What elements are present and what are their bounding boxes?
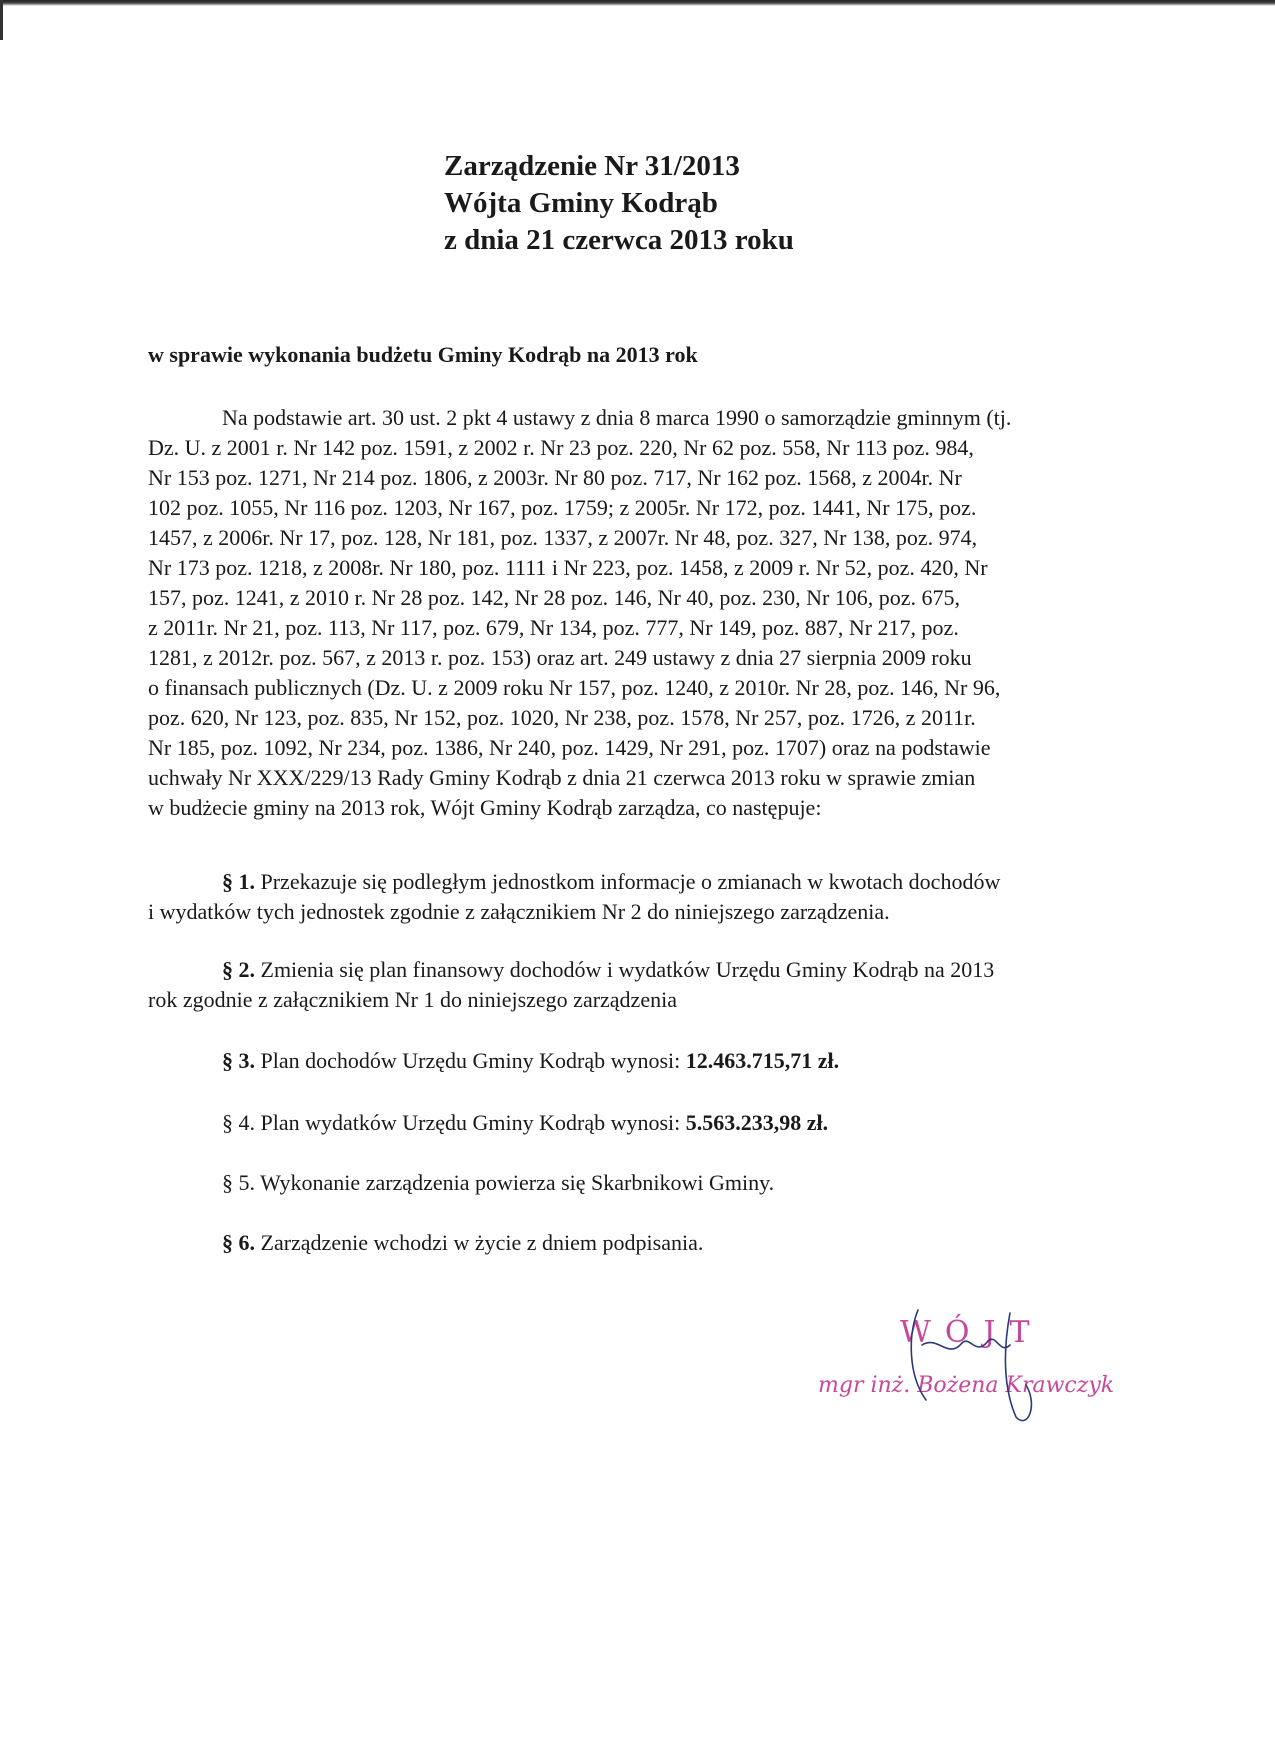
preamble-line: o finansach publicznych (Dz. U. z 2009 roku Nr 157, poz. 1240, z 2010r. Nr 28, poz. 146, Nr 96, xyxy=(148,675,1001,700)
preamble-line: 1457, z 2006r. Nr 17, poz. 128, Nr 181, poz. 1337, z 2007r. Nr 48, poz. 327, Nr 138, poz. 974, xyxy=(148,525,978,550)
scan-edge xyxy=(0,0,1275,6)
preamble-line: Dz. U. z 2001 r. Nr 142 poz. 1591, z 2002 r. Nr 23 poz. 220, Nr 62 poz. 558, Nr 113 poz. 984, xyxy=(148,435,974,460)
section-number: § 4. xyxy=(222,1110,255,1135)
expense-amount: 5.563.233,98 zł. xyxy=(685,1110,829,1135)
stamp-title: WÓJT xyxy=(900,1315,1044,1350)
section-number: § 1. xyxy=(222,869,255,894)
heading-line-1: Zarządzenie Nr 31/2013 xyxy=(444,150,740,182)
preamble-line: 1281, z 2012r. poz. 567, z 2013 r. poz. 153) oraz art. 249 ustawy z dnia 27 sierpnia 2009 roku xyxy=(148,645,972,670)
section-5 xyxy=(148,1168,1128,1198)
section-3 xyxy=(148,1046,1128,1076)
preamble-line: uchwały Nr XXX/229/13 Rady Gminy Kodrąb z dnia 21 czerwca 2013 roku w sprawie zmian xyxy=(148,765,976,790)
preamble-line: z 2011r. Nr 21, poz. 113, Nr 117, poz. 679, Nr 134, poz. 777, Nr 149, poz. 887, Nr 217, poz. xyxy=(148,615,959,640)
heading-line-2: Wójta Gminy Kodrąb xyxy=(444,187,718,219)
preamble-line: poz. 620, Nr 123, poz. 835, Nr 152, poz. 1020, Nr 238, poz. 1578, Nr 257, poz. 1726, z 2011r. xyxy=(148,705,976,730)
section-text: Wykonanie zarządzenia powierza się Skarbnikowi Gminy. xyxy=(255,1170,775,1195)
section-text: Przekazuje się podległym jednostkom informacje o zmianach w kwotach dochodów xyxy=(255,869,1001,894)
section-number: § 3. xyxy=(222,1048,255,1073)
section-2 xyxy=(148,955,1128,1015)
document-subject: w sprawie wykonania budżetu Gminy Kodrąb na 2013 rok xyxy=(148,342,698,367)
section-text: rok zgodnie z załącznikiem Nr 1 do niniejszego zarządzenia xyxy=(148,987,677,1012)
section-1 xyxy=(148,867,1128,927)
preamble-line: Nr 185, poz. 1092, Nr 234, poz. 1386, Nr 240, poz. 1429, Nr 291, poz. 1707) oraz na podstawie xyxy=(148,735,991,760)
preamble-line: w budżecie gminy na 2013 rok, Wójt Gminy Kodrąb zarządza, co następuje: xyxy=(148,795,822,820)
section-4 xyxy=(148,1108,1128,1138)
preamble-line: 157, poz. 1241, z 2010 r. Nr 28 poz. 142, Nr 28 poz. 146, Nr 40, poz. 230, Nr 106, poz. 675, xyxy=(148,585,961,610)
section-text: Plan wydatków Urzędu Gminy Kodrąb wynosi: xyxy=(255,1110,686,1135)
official-stamp xyxy=(818,1315,1118,1435)
section-number: § 5. xyxy=(222,1170,255,1195)
income-amount: 12.463.715,71 zł. xyxy=(685,1048,840,1073)
heading-line-3: z dnia 21 czerwca 2013 roku xyxy=(444,224,794,256)
section-text: Zmienia się plan finansowy dochodów i wydatków Urzędu Gminy Kodrąb na 2013 xyxy=(255,957,995,982)
section-text: Zarządzenie wchodzi w życie z dniem podpisania. xyxy=(255,1230,704,1255)
section-6 xyxy=(148,1228,1128,1258)
handwritten-signature xyxy=(878,1305,1058,1435)
section-number: § 2. xyxy=(222,957,255,982)
preamble-line: Na podstawie art. 30 ust. 2 pkt 4 ustawy z dnia 8 marca 1990 o samorządzie gminnym (tj. xyxy=(222,405,1012,430)
section-text: Plan dochodów Urzędu Gminy Kodrąb wynosi: xyxy=(255,1048,686,1073)
preamble-line: Nr 153 poz. 1271, Nr 214 poz. 1806, z 2003r. Nr 80 poz. 717, Nr 162 poz. 1568, z 2004r. Nr xyxy=(148,465,962,490)
section-text: i wydatków tych jednostek zgodnie z załącznikiem Nr 2 do niniejszego zarządzenia. xyxy=(148,899,890,924)
scan-edge-left xyxy=(0,0,3,40)
section-number: § 6. xyxy=(222,1230,255,1255)
preamble-paragraph xyxy=(148,403,1118,823)
stamp-name: mgr inż. Bożena Krawczyk xyxy=(818,1373,1115,1398)
document-heading xyxy=(444,148,794,259)
preamble-line: Nr 173 poz. 1218, z 2008r. Nr 180, poz. 1111 i Nr 223, poz. 1458, z 2009 r. Nr 52, poz. 420, Nr xyxy=(148,555,988,580)
preamble-line: 102 poz. 1055, Nr 116 poz. 1203, Nr 167, poz. 1759; z 2005r. Nr 172, poz. 1441, Nr 175, poz. xyxy=(148,495,977,520)
